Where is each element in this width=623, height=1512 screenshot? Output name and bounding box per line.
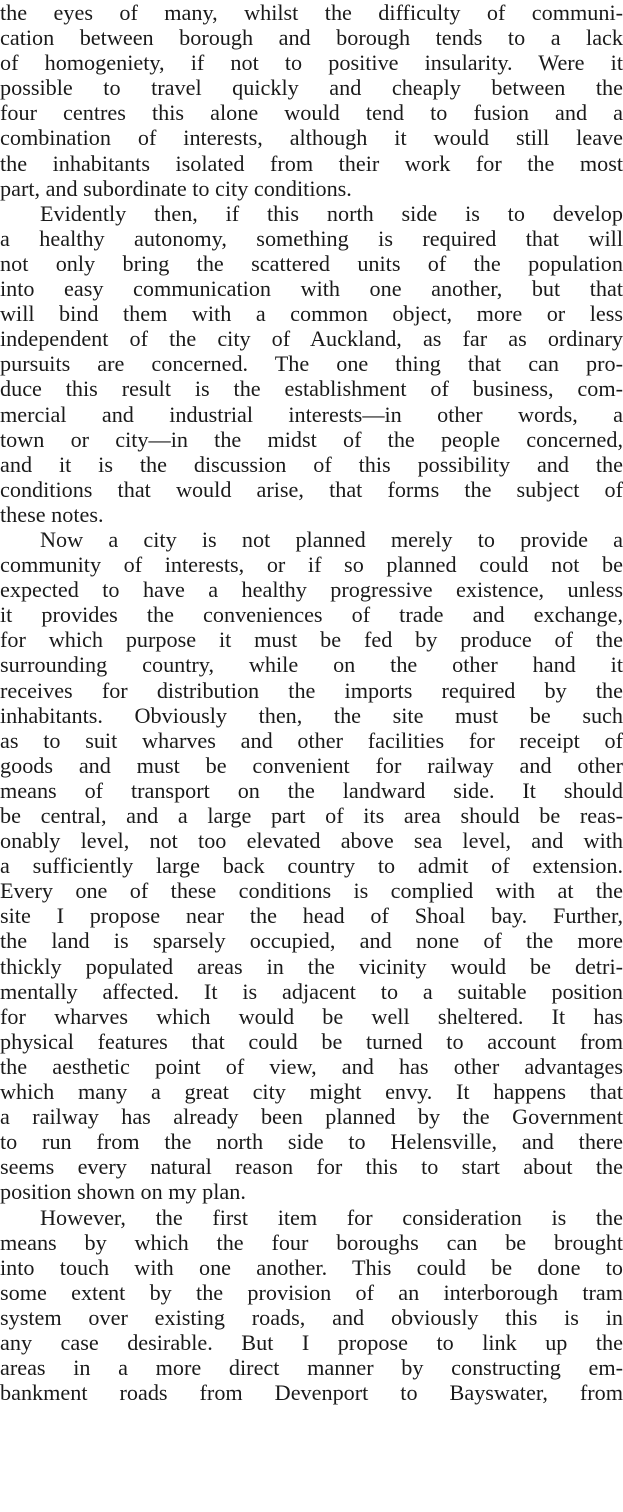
text-line: position shown on my plan.	[0, 1179, 246, 1205]
text-line: the inhabitants isolated from their work for the most	[0, 150, 623, 176]
text-line: community of interests, or if so planned could not be	[0, 552, 623, 578]
text-line: physical features that could be turned to account from	[0, 1028, 623, 1054]
text-line: means of transport on the landward side. It should	[0, 777, 623, 803]
text-line: pursuits are concerned. The one thing that can pro-	[0, 351, 623, 377]
text-line: onably level, not too elevated above sea level, and with	[0, 828, 623, 854]
text-line: four centres this alone would tend to fusion and a	[0, 100, 623, 126]
text-line: and it is the discussion of this possibility and the	[0, 451, 623, 477]
text-line: duce this result is the establishment of business, com-	[0, 376, 623, 402]
text-line: any case desirable. But I propose to link up the	[0, 1329, 623, 1355]
text-line: be central, and a large part of its area should be reas-	[0, 803, 623, 828]
text-line: not only bring the scattered units of the population	[0, 250, 623, 276]
text-line: site I propose near the head of Shoal bay. Further,	[0, 903, 623, 929]
text-line: thickly populated areas in the vicinity would be detri-	[0, 953, 623, 979]
text-line: mentally affected. It is adjacent to a suitable position	[0, 978, 623, 1004]
text-line: inhabitants. Obviously then, the site must be such	[0, 702, 623, 728]
text-line: combination of interests, although it would still leave	[0, 125, 623, 151]
text-line: goods and must be convenient for railway and other	[0, 752, 623, 778]
text-line: expected to have a healthy progressive existence, unless	[0, 577, 623, 603]
text-line: conditions that would arise, that forms the subject of	[0, 476, 623, 502]
text-line: the aesthetic point of view, and has other advantages	[0, 1053, 623, 1079]
text-line: of homogeniety, if not to positive insularity. Were it	[0, 50, 623, 76]
text-line: to run from the north side to Helensville, and there	[0, 1129, 623, 1155]
text-line: the land is sparsely occupied, and none of the more	[0, 928, 623, 954]
paragraph-4	[0, 1205, 623, 1406]
text-line: cation between borough and borough tends to a lack	[0, 25, 623, 51]
text-line: system over existing roads, and obviously this is in	[0, 1304, 623, 1330]
text-line: independent of the city of Auckland, as far as ordinary	[0, 326, 623, 352]
text-line: part, and subordinate to city conditions.	[0, 175, 352, 201]
text-line: will bind them with a common object, more or less	[0, 301, 623, 327]
paragraph-2	[0, 201, 623, 527]
text-line: Now a city is not planned merely to provide a	[40, 526, 623, 552]
text-line: However, the first item for consideration is the	[40, 1204, 623, 1230]
text-line: which many a great city might envy. It happens that	[0, 1079, 623, 1105]
text-line: a sufficiently large back country to admit of extension.	[0, 853, 623, 879]
text-line: Every one of these conditions is complied with at the	[0, 878, 623, 904]
text-line: receives for distribution the imports required by the	[0, 677, 623, 703]
text-line: mercial and industrial interests—in other words, a	[0, 401, 623, 427]
text-line: into touch with one another. This could be done to	[0, 1254, 623, 1280]
text-line: the eyes of many, whilst the difficulty of communi-	[0, 0, 623, 25]
text-line: seems every natural reason for this to start about the	[0, 1154, 623, 1180]
text-line: surrounding country, while on the other hand it	[0, 652, 623, 678]
text-line: possible to travel quickly and cheaply between the	[0, 75, 623, 101]
text-line: areas in a more direct manner by constructing em-	[0, 1355, 623, 1381]
paragraph-1	[0, 0, 623, 201]
text-line: these notes.	[0, 501, 104, 527]
text-line: some extent by the provision of an interborough tram	[0, 1279, 623, 1305]
paragraph-3	[0, 527, 623, 1205]
text-line: a railway has already been planned by the Government	[0, 1104, 623, 1130]
text-line: into easy communication with one another, but that	[0, 276, 623, 302]
text-line: for wharves which would be well sheltered. It has	[0, 1003, 623, 1029]
text-line: as to suit wharves and other facilities for receipt of	[0, 727, 623, 753]
text-line: bankment roads from Devenport to Bayswater, from	[0, 1380, 623, 1406]
text-line: means by which the four boroughs can be brought	[0, 1229, 623, 1255]
text-line: for which purpose it must be fed by produce of the	[0, 627, 623, 653]
text-line: it provides the conveniences of trade and exchange,	[0, 602, 623, 628]
text-line: Evidently then, if this north side is to develop	[40, 200, 623, 226]
text-line: a healthy autonomy, something is required that will	[0, 225, 623, 251]
text-line: town or city—in the midst of the people concerned,	[0, 426, 623, 452]
